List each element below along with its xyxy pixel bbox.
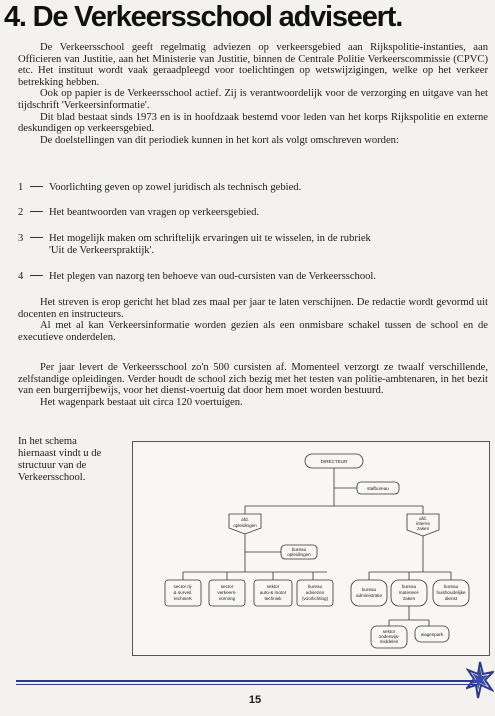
interne-label: zaken (402, 596, 416, 601)
interne-label: bureau (443, 584, 459, 589)
publication-section (18, 297, 488, 343)
dash-line (30, 237, 43, 238)
bureau-opleidingen-label: bureau (291, 547, 307, 552)
paragraph-1: De Verkeersschool geeft regelmatig adviezen op verkeersgebied aan Rijkspolitie-instanties, aan Officieren van Justitie, aan het Ministerie van Justitie, binnen de Centrale Politie Verkeerscommissie (CPVC) etc. Het instituut wordt vaak geraadpleegd voor toelichtingen op wetswijzigingen, welke op het verkeer betrekking hebben. (18, 42, 488, 88)
list-number: 2 (18, 207, 24, 218)
interne-label: huishoudelijke (436, 590, 466, 595)
dash-line (30, 186, 43, 187)
dash-line (30, 211, 43, 212)
side-note-line: hiernaast vindt u de (18, 448, 102, 459)
sektor-onderwijs-label: sektor (382, 629, 396, 634)
list-item-2 (18, 207, 488, 219)
sektor-onderwijs-label: middelen (379, 639, 399, 644)
sector-label: auto-& motor (259, 590, 287, 595)
schema-side-note (18, 436, 118, 484)
students-section (18, 362, 488, 408)
list-number: 4 (18, 271, 24, 282)
paragraph-6: Al met al kan Verkeersinformatie worden gezien als een onmisbare schakel tussen de school en de executieve onderdelen. (18, 320, 488, 343)
interne-label: bureau (361, 587, 377, 592)
stafbureau-label: stafbureau (367, 486, 389, 491)
sector-label: sector rij- (173, 584, 193, 589)
star-logo-icon (466, 660, 494, 700)
afd-interne-zaken-label: afd. (419, 516, 427, 521)
org-chart-diagram (133, 442, 489, 655)
sector-label: verkeers- (217, 590, 237, 595)
afd-opleidingen-label: opleidingen (233, 523, 257, 528)
bureau-opleidingen-label: opleidingen (287, 552, 311, 557)
interne-label: dienst (444, 596, 458, 601)
afd-opleidingen-label: afd. (241, 517, 249, 522)
paragraph-8: Het wagenpark bestaat uit circa 120 voertuigen. (40, 396, 243, 408)
sector-label: adviezen (305, 590, 325, 595)
paragraph-4: De doelstellingen van dit periodiek kunnen in het kort als volgt omschreven worden: (40, 134, 399, 146)
sector-label: technieK (174, 596, 192, 601)
list-number: 3 (18, 233, 24, 244)
intro-section (18, 42, 488, 146)
sector-label: sector (220, 584, 234, 589)
list-text-continued: 'Uit de Verkeerspraktijk'. (49, 245, 155, 256)
sector-label: bureau (307, 584, 323, 589)
interne-label: bureau (401, 584, 417, 589)
sector-label: techniek (264, 596, 282, 601)
list-text: Het plegen van nazorg ten behoeve van oud-cursisten van de Verkeersschool. (49, 271, 377, 282)
afd-interne-zaken-label: zaken (416, 526, 430, 531)
sector-label: vorming (218, 596, 236, 601)
org-chart (132, 441, 490, 656)
side-note-line: In het schema (18, 436, 77, 447)
side-note-line: structuur van de (18, 460, 87, 471)
side-note-line: Verkeersschool. (18, 472, 86, 483)
wagenpark-label: wagenpark (420, 632, 444, 637)
sector-label: sektor (266, 584, 280, 589)
page-number: 15 (248, 694, 262, 706)
paragraph-2: Ook op papier is de Verkeersschool actief. Zij is verantwoordelijk voor de verzorging en uitgave van het tijdschrift 'Verkeersinformatie'. (18, 88, 488, 111)
paragraph-7: Per jaar levert de Verkeersschool zo'n 500 cursisten af. Momenteel verzorgt ze twaalf verschillende, zelfstandige opleidingen. Verder houdt de school zich bezig met het testen van politie-ambtenaren, in het bezit van een burgerrijbewijs, voor het dienst-voertuig dat door hem moet worden bestuurd. (18, 362, 488, 397)
footer-rule (16, 680, 482, 682)
dash-line (30, 275, 43, 276)
interne-label: materieel- (398, 590, 420, 595)
list-number: 1 (18, 182, 24, 193)
list-text: Het mogelijk maken om schriftelijk ervaringen uit te wisselen, in de rubriek (49, 233, 371, 244)
list-item-1 (18, 182, 488, 194)
footer-rule-thin (16, 684, 482, 685)
list-text: Voorlichting geven op zowel juridisch als technisch gebied. (49, 182, 302, 193)
interne-label: administratie (355, 593, 383, 598)
directeur-label: DIRECTEUR (320, 459, 348, 464)
paragraph-3: Dit blad bestaat sinds 1973 en is in hoofdzaak bestemd voor leden van het korps Rijkspolitie en externe deskundigen op verkeersgebied. (18, 111, 488, 135)
page-title: 4. De Verkeersschool adviseert. (4, 1, 403, 33)
paragraph-5: Het streven is erop gericht het blad zes maal per jaar te laten verschijnen. De redactie wordt gevormd uit docenten en instructeurs. (18, 297, 488, 320)
list-text: Het beantwoorden van vragen op verkeersgebied. (49, 207, 260, 218)
sector-label: (voorlichting) (301, 596, 329, 601)
list-item-3 (18, 233, 488, 257)
list-item-4 (18, 271, 488, 283)
sector-label: & surveil. (173, 590, 193, 595)
sektor-onderwijs-label: onderwijs- (378, 634, 400, 639)
afd-interne-zaken-label: interne (415, 521, 431, 526)
